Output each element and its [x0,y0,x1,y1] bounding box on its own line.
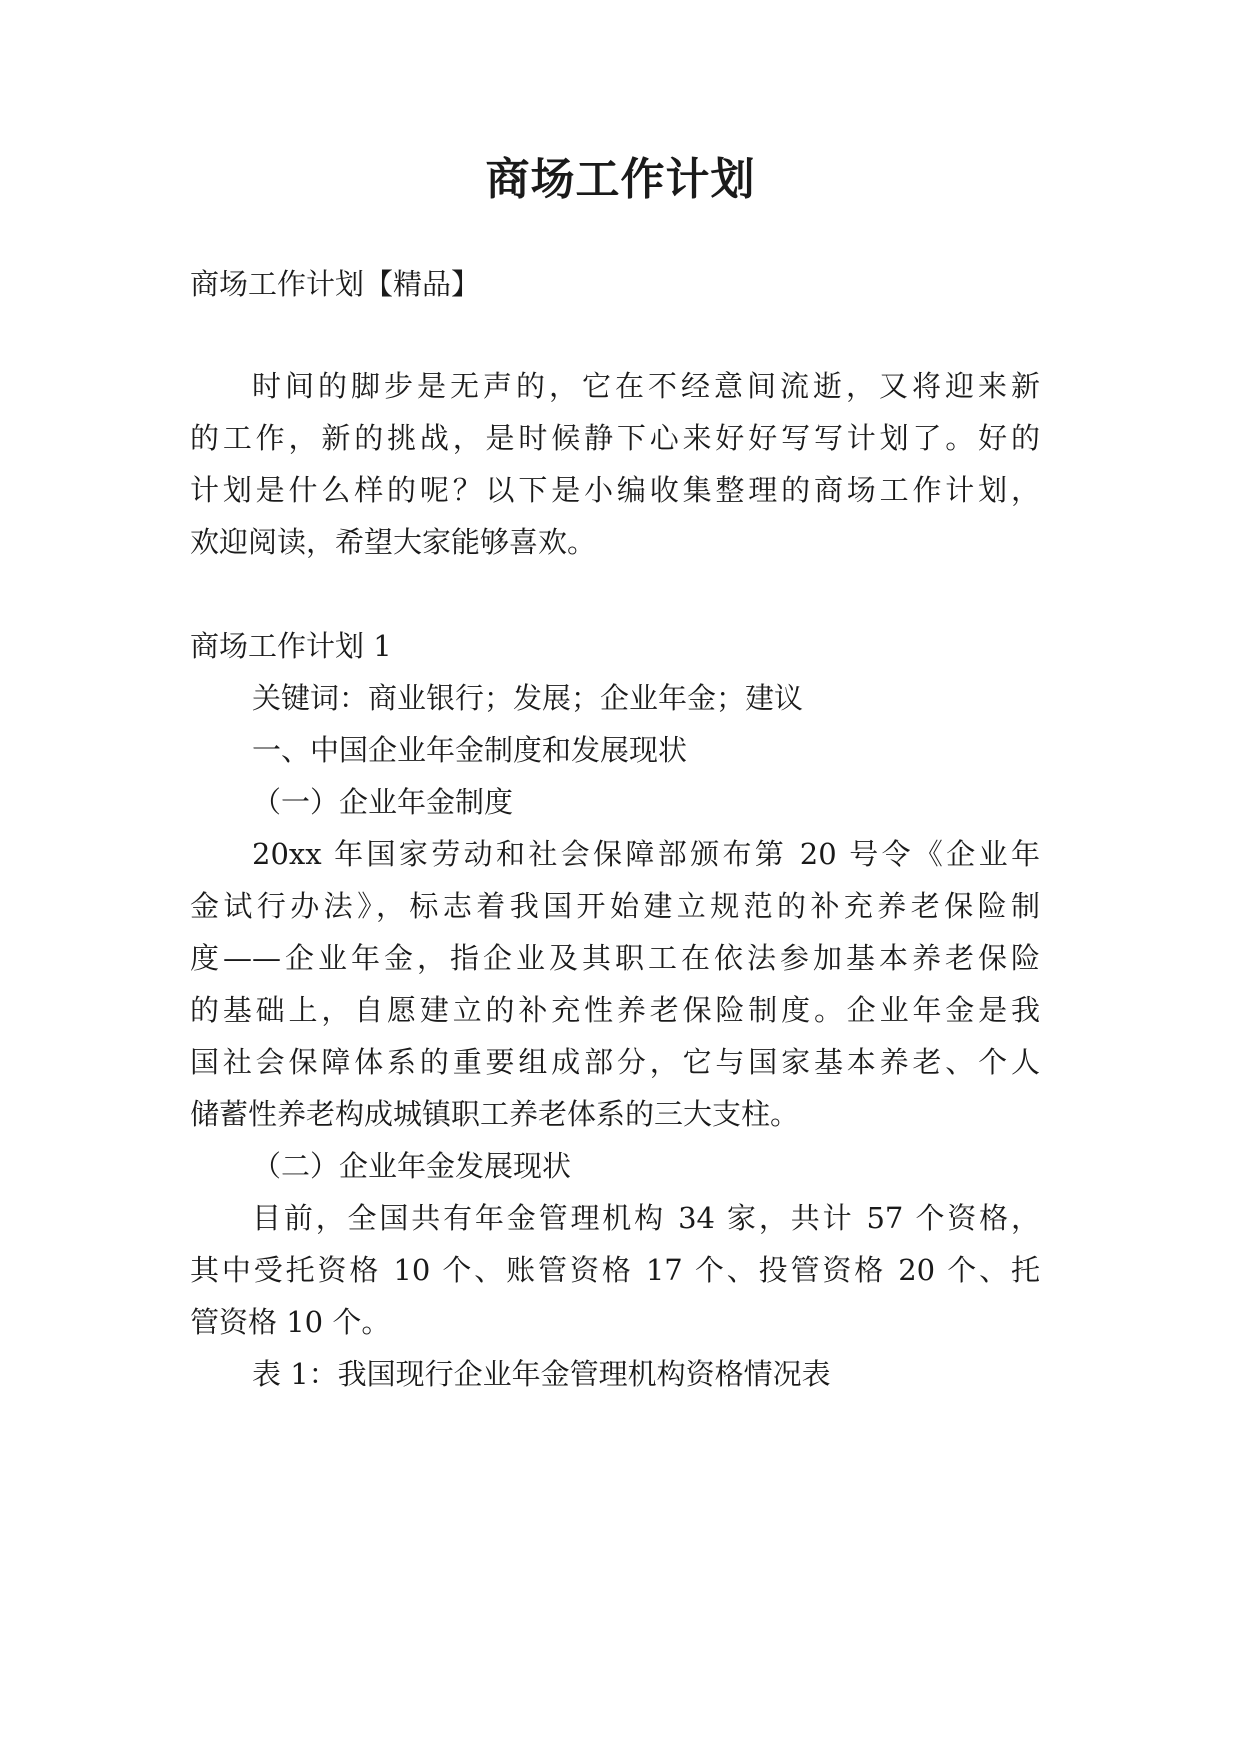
heading-level-2-second: （二）企业年金发展现状 [252,1149,572,1183]
document-subtitle: 商场工作计划【精品】 [190,267,481,301]
paragraph-1-line-4: 的基础上，自愿建立的补充性养老保险制度。企业年金是我 [190,993,1040,1027]
intro-line-3: 计划是什么样的呢？以下是小编收集整理的商场工作计划， [190,473,1040,507]
paragraph-2-line-1: 目前，全国共有年金管理机构 34 家，共计 57 个资格， [252,1201,1040,1235]
heading-level-1: 一、中国企业年金制度和发展现状 [252,733,688,767]
section-heading: 商场工作计划 1 [190,629,392,663]
paragraph-2-line-2: 其中受托资格 10 个、账管资格 17 个、投管资格 20 个、托 [190,1253,1040,1287]
intro-line-1: 时间的脚步是无声的，它在不经意间流逝，又将迎来新 [252,369,1040,403]
table-caption: 表 1：我国现行企业年金管理机构资格情况表 [252,1357,831,1391]
paragraph-1-line-2: 金试行办法》，标志着我国开始建立规范的补充养老保险制 [190,889,1040,923]
intro-line-4: 欢迎阅读，希望大家能够喜欢。 [190,525,597,559]
paragraph-1-line-5: 国社会保障体系的重要组成部分，它与国家基本养老、个人 [190,1045,1040,1079]
paragraph-1-line-3: 度——企业年金，指企业及其职工在依法参加基本养老保险 [190,941,1040,975]
document-title: 商场工作计划 [485,154,756,205]
paragraph-2-line-3: 管资格 10 个。 [190,1305,391,1339]
intro-line-2: 的工作，新的挑战，是时候静下心来好好写写计划了。好的 [190,421,1040,455]
paragraph-1-line-1: 20xx 年国家劳动和社会保障部颁布第 20 号令《企业年 [252,837,1040,871]
heading-level-2-first: （一）企业年金制度 [252,785,514,819]
paragraph-1-line-6: 储蓄性养老构成城镇职工养老体系的三大支柱。 [190,1097,800,1131]
keywords-line: 关键词：商业银行；发展；企业年金；建议 [252,681,804,715]
